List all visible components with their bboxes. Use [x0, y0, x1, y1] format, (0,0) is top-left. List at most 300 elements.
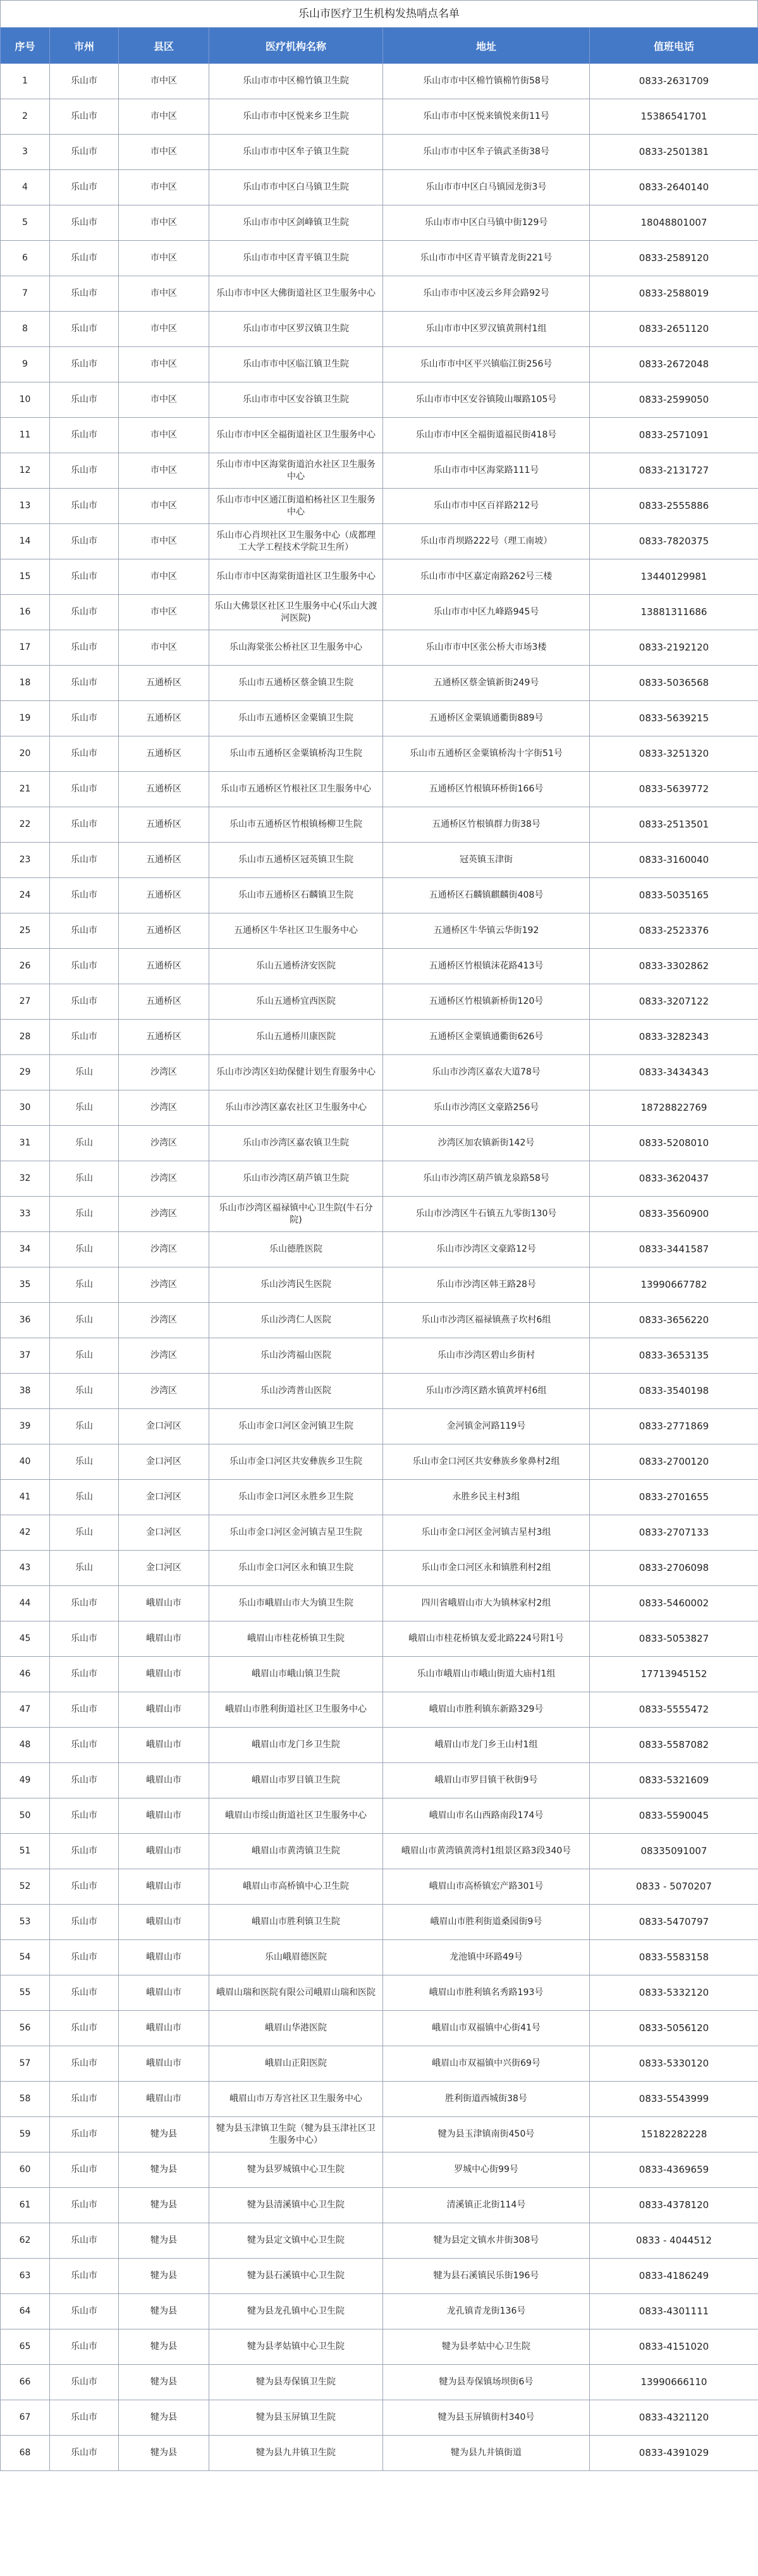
row-institution: 乐山市五通桥区竹根社区卫生服务中心	[209, 772, 383, 807]
row-phone: 0833-3441587	[590, 1232, 758, 1267]
row-phone: 0833-3207122	[590, 984, 758, 1020]
row-institution: 乐山市峨眉山市大为镇卫生院	[209, 1586, 383, 1621]
row-index: 25	[1, 913, 50, 949]
row-phone: 0833-5639215	[590, 701, 758, 736]
row-city: 乐山市	[50, 913, 119, 949]
row-city: 乐山市	[50, 843, 119, 878]
table-row	[1, 1621, 758, 1657]
table-row	[1, 2223, 758, 2259]
row-city: 乐山市	[50, 1621, 119, 1657]
row-city: 乐山市	[50, 2294, 119, 2329]
row-address: 乐山市沙湾区碧山乡街村	[383, 1338, 590, 1374]
row-city: 乐山	[50, 1409, 119, 1444]
row-index: 67	[1, 2400, 50, 2436]
row-district: 沙湾区	[119, 1338, 209, 1374]
row-index: 32	[1, 1161, 50, 1197]
row-institution: 乐山市沙湾区葫芦镇卫生院	[209, 1161, 383, 1197]
row-index: 31	[1, 1126, 50, 1161]
row-index: 45	[1, 1621, 50, 1657]
table-row	[1, 2011, 758, 2046]
row-institution: 犍为县清溪镇中心卫生院	[209, 2188, 383, 2223]
row-institution: 犍为县龙孔镇中心卫生院	[209, 2294, 383, 2329]
row-phone: 0833-2700120	[590, 1444, 758, 1480]
row-institution: 峨眉山市高桥镇中心卫生院	[209, 1869, 383, 1905]
row-city: 乐山市	[50, 382, 119, 418]
table-row	[1, 489, 758, 524]
row-institution: 五通桥区牛华社区卫生服务中心	[209, 913, 383, 949]
row-institution: 乐山市沙湾区嘉农社区卫生服务中心	[209, 1090, 383, 1126]
row-district: 沙湾区	[119, 1303, 209, 1338]
row-index: 49	[1, 1763, 50, 1798]
row-district: 峨眉山市	[119, 1621, 209, 1657]
row-address: 峨眉山市双福镇中兴街69号	[383, 2046, 590, 2082]
row-index: 65	[1, 2329, 50, 2365]
row-address: 乐山市市中区平兴镇临江街256号	[383, 347, 590, 382]
table-row	[1, 1515, 758, 1551]
row-city: 乐山	[50, 1126, 119, 1161]
row-phone: 0833 - 4044512	[590, 2223, 758, 2259]
row-address: 五通桥区竹根镇环桥街166号	[383, 772, 590, 807]
table-row	[1, 135, 758, 170]
table-body	[1, 64, 758, 2471]
row-phone: 08335091007	[590, 1834, 758, 1869]
row-index: 10	[1, 382, 50, 418]
header-phone: 值班电话	[590, 28, 758, 64]
table-row	[1, 1444, 758, 1480]
row-city: 乐山市	[50, 64, 119, 99]
row-index: 46	[1, 1657, 50, 1692]
row-address: 乐山市市中区罗汉镇黄荆村1组	[383, 312, 590, 347]
table-row	[1, 559, 758, 595]
row-institution: 峨眉山正阳医院	[209, 2046, 383, 2082]
row-phone: 0833-3434343	[590, 1055, 758, 1090]
row-phone: 0833-5056120	[590, 2011, 758, 2046]
row-city: 乐山市	[50, 2046, 119, 2082]
row-address: 乐山市沙湾区福禄镇燕子坎村6组	[383, 1303, 590, 1338]
row-index: 62	[1, 2223, 50, 2259]
row-index: 18	[1, 666, 50, 701]
row-district: 犍为县	[119, 2294, 209, 2329]
table-row	[1, 1586, 758, 1621]
row-city: 乐山	[50, 1515, 119, 1551]
row-district: 市中区	[119, 99, 209, 135]
row-index: 57	[1, 2046, 50, 2082]
row-index: 39	[1, 1409, 50, 1444]
row-city: 乐山市	[50, 1586, 119, 1621]
row-district: 沙湾区	[119, 1161, 209, 1197]
table-row	[1, 1232, 758, 1267]
row-district: 市中区	[119, 489, 209, 524]
row-district: 市中区	[119, 170, 209, 205]
table-row	[1, 1657, 758, 1692]
row-address: 峨眉山市龙门乡王山村1组	[383, 1728, 590, 1763]
row-district: 峨眉山市	[119, 1975, 209, 2011]
row-district: 犍为县	[119, 2223, 209, 2259]
row-institution: 乐山市市中区青平镇卫生院	[209, 241, 383, 276]
row-index: 4	[1, 170, 50, 205]
row-district: 沙湾区	[119, 1055, 209, 1090]
page-title: 乐山市医疗卫生机构发热哨点名单	[0, 0, 758, 27]
table-row	[1, 807, 758, 843]
row-address: 乐山市市中区张公桥大市场3楼	[383, 630, 590, 666]
row-district: 犍为县	[119, 2400, 209, 2436]
row-phone: 15182282228	[590, 2117, 758, 2152]
row-address: 乐山市沙湾区嘉农大道78号	[383, 1055, 590, 1090]
row-address: 乐山市市中区悦来镇悦来街11号	[383, 99, 590, 135]
table-row	[1, 382, 758, 418]
row-district: 犍为县	[119, 2365, 209, 2400]
table-row	[1, 1975, 758, 2011]
row-address: 乐山市市中区凌云乡拜会路92号	[383, 276, 590, 312]
row-index: 13	[1, 489, 50, 524]
table-row	[1, 1197, 758, 1232]
row-city: 乐山市	[50, 2223, 119, 2259]
row-institution: 乐山市五通桥区金粟镇桥沟卫生院	[209, 736, 383, 772]
row-institution: 乐山市市中区通江街道柏杨社区卫生服务中心	[209, 489, 383, 524]
row-city: 乐山市	[50, 2152, 119, 2188]
row-address: 峨眉山市胜利街道桑园街9号	[383, 1905, 590, 1940]
row-district: 五通桥区	[119, 666, 209, 701]
row-city: 乐山市	[50, 666, 119, 701]
row-index: 9	[1, 347, 50, 382]
row-institution: 峨眉山市胜利街道社区卫生服务中心	[209, 1692, 383, 1728]
row-institution: 乐山市市中区棉竹镇卫生院	[209, 64, 383, 99]
row-address: 犍为县九井镇街道	[383, 2436, 590, 2471]
row-institution: 峨眉山市罗目镇卫生院	[209, 1763, 383, 1798]
row-city: 乐山市	[50, 2188, 119, 2223]
table-row	[1, 2152, 758, 2188]
table-row	[1, 701, 758, 736]
row-phone: 0833-2555886	[590, 489, 758, 524]
row-district: 五通桥区	[119, 736, 209, 772]
row-index: 20	[1, 736, 50, 772]
row-city: 乐山市	[50, 170, 119, 205]
table-row	[1, 1020, 758, 1055]
row-phone: 0833-5330120	[590, 2046, 758, 2082]
row-city: 乐山	[50, 1444, 119, 1480]
row-city: 乐山市	[50, 701, 119, 736]
row-index: 55	[1, 1975, 50, 2011]
row-institution: 乐山市市中区大佛街道社区卫生服务中心	[209, 276, 383, 312]
row-phone: 0833-5035165	[590, 878, 758, 913]
row-institution: 乐山五通桥济安医院	[209, 949, 383, 984]
table-row	[1, 595, 758, 630]
table-row	[1, 170, 758, 205]
row-phone: 0833-5590045	[590, 1798, 758, 1834]
row-institution: 乐山市沙湾区嘉农镇卫生院	[209, 1126, 383, 1161]
row-city: 乐山市	[50, 984, 119, 1020]
row-phone: 0833-2771869	[590, 1409, 758, 1444]
row-phone: 0833-5470797	[590, 1905, 758, 1940]
row-district: 峨眉山市	[119, 1657, 209, 1692]
row-district: 沙湾区	[119, 1232, 209, 1267]
row-district: 峨眉山市	[119, 1834, 209, 1869]
table-row	[1, 312, 758, 347]
row-index: 1	[1, 64, 50, 99]
row-index: 27	[1, 984, 50, 1020]
row-phone: 13881311686	[590, 595, 758, 630]
row-city: 乐山市	[50, 1657, 119, 1692]
row-address: 五通桥区石麟镇麒麟街408号	[383, 878, 590, 913]
row-address: 五通桥区竹根镇沫花路413号	[383, 949, 590, 984]
row-address: 犍为县石溪镇民乐街196号	[383, 2259, 590, 2294]
row-index: 42	[1, 1515, 50, 1551]
row-address: 乐山市金口河区永和镇胜利村2组	[383, 1551, 590, 1586]
row-city: 乐山	[50, 1338, 119, 1374]
row-district: 峨眉山市	[119, 1869, 209, 1905]
row-address: 乐山市肖坝路222号（理工南坡）	[383, 524, 590, 559]
row-index: 16	[1, 595, 50, 630]
row-district: 市中区	[119, 595, 209, 630]
row-city: 乐山市	[50, 489, 119, 524]
row-address: 五通桥区竹根镇新桥街120号	[383, 984, 590, 1020]
row-phone: 0833-5583158	[590, 1940, 758, 1975]
row-city: 乐山市	[50, 1763, 119, 1798]
row-phone: 0833-5332120	[590, 1975, 758, 2011]
row-phone: 0833-2672048	[590, 347, 758, 382]
table-row	[1, 984, 758, 1020]
row-institution: 乐山市五通桥区竹根镇杨柳卫生院	[209, 807, 383, 843]
row-institution: 乐山市五通桥区石麟镇卫生院	[209, 878, 383, 913]
row-district: 沙湾区	[119, 1197, 209, 1232]
row-district: 五通桥区	[119, 807, 209, 843]
row-city: 乐山市	[50, 878, 119, 913]
row-index: 58	[1, 2082, 50, 2117]
row-index: 21	[1, 772, 50, 807]
row-city: 乐山市	[50, 2329, 119, 2365]
row-district: 市中区	[119, 276, 209, 312]
table-row	[1, 1480, 758, 1515]
row-phone: 0833-2631709	[590, 64, 758, 99]
header-district: 县区	[119, 28, 209, 64]
table-row	[1, 2365, 758, 2400]
row-phone: 0833-4186249	[590, 2259, 758, 2294]
row-district: 犍为县	[119, 2259, 209, 2294]
row-address: 乐山市市中区白马镇园龙街3号	[383, 170, 590, 205]
row-index: 11	[1, 418, 50, 453]
table-row	[1, 99, 758, 135]
row-phone: 0833 - 5070207	[590, 1869, 758, 1905]
row-address: 乐山市市中区全福街道福民街418号	[383, 418, 590, 453]
table-row	[1, 913, 758, 949]
row-district: 市中区	[119, 418, 209, 453]
table-row	[1, 2046, 758, 2082]
row-address: 龙池镇中环路49号	[383, 1940, 590, 1975]
row-index: 34	[1, 1232, 50, 1267]
table-row	[1, 736, 758, 772]
row-district: 峨眉山市	[119, 1798, 209, 1834]
row-district: 犍为县	[119, 2436, 209, 2471]
row-address: 犍为县玉屏镇街村340号	[383, 2400, 590, 2436]
row-city: 乐山市	[50, 241, 119, 276]
row-index: 61	[1, 2188, 50, 2223]
row-city: 乐山市	[50, 312, 119, 347]
row-city: 乐山市	[50, 524, 119, 559]
row-city: 乐山市	[50, 1020, 119, 1055]
row-city: 乐山市	[50, 772, 119, 807]
row-city: 乐山市	[50, 807, 119, 843]
row-phone: 0833-3302862	[590, 949, 758, 984]
row-district: 市中区	[119, 453, 209, 489]
row-index: 19	[1, 701, 50, 736]
row-institution: 峨眉山华港医院	[209, 2011, 383, 2046]
row-phone: 13990667782	[590, 1267, 758, 1303]
row-index: 2	[1, 99, 50, 135]
table-row	[1, 241, 758, 276]
row-phone: 0833-2707133	[590, 1515, 758, 1551]
row-institution: 犍为县罗城镇中心卫生院	[209, 2152, 383, 2188]
row-address: 乐山市五通桥区金粟镇桥沟十字街51号	[383, 736, 590, 772]
header-city: 市州	[50, 28, 119, 64]
row-institution: 犍为县玉津镇卫生院（犍为县玉津社区卫生服务中心）	[209, 2117, 383, 2152]
row-address: 乐山市沙湾区踏水镇黄坪村6组	[383, 1374, 590, 1409]
row-institution: 峨眉山市黄湾镇卫生院	[209, 1834, 383, 1869]
row-institution: 乐山市市中区牟子镇卫生院	[209, 135, 383, 170]
row-city: 乐山	[50, 1090, 119, 1126]
header-institution: 医疗机构名称	[209, 28, 383, 64]
row-index: 29	[1, 1055, 50, 1090]
row-city: 乐山	[50, 1551, 119, 1586]
row-index: 54	[1, 1940, 50, 1975]
row-address: 乐山市市中区青平镇青龙街221号	[383, 241, 590, 276]
row-city: 乐山市	[50, 559, 119, 595]
row-index: 37	[1, 1338, 50, 1374]
row-city: 乐山市	[50, 1692, 119, 1728]
row-institution: 乐山沙湾普山医院	[209, 1374, 383, 1409]
row-institution: 乐山市市中区罗汉镇卫生院	[209, 312, 383, 347]
row-district: 峨眉山市	[119, 1763, 209, 1798]
row-address: 乐山市金口河区共安彝族乡象鼻村2组	[383, 1444, 590, 1480]
row-address: 犍为县玉津镇南街450号	[383, 2117, 590, 2152]
row-index: 14	[1, 524, 50, 559]
row-institution: 犍为县定文镇中心卫生院	[209, 2223, 383, 2259]
row-phone: 0833-3251320	[590, 736, 758, 772]
row-index: 36	[1, 1303, 50, 1338]
table-row	[1, 347, 758, 382]
row-address: 峨眉山市高桥镇宏产路301号	[383, 1869, 590, 1905]
row-index: 35	[1, 1267, 50, 1303]
row-city: 乐山市	[50, 2011, 119, 2046]
row-institution: 乐山五通桥宜西医院	[209, 984, 383, 1020]
row-institution: 峨眉山市桂花桥镇卫生院	[209, 1621, 383, 1657]
row-index: 43	[1, 1551, 50, 1586]
table-row	[1, 1126, 758, 1161]
table-row	[1, 1834, 758, 1869]
row-address: 乐山市市中区牟子镇武圣街38号	[383, 135, 590, 170]
row-district: 五通桥区	[119, 913, 209, 949]
header-address: 地址	[383, 28, 590, 64]
row-phone: 0833-5036568	[590, 666, 758, 701]
row-institution: 峨眉山市绥山街道社区卫生服务中心	[209, 1798, 383, 1834]
row-city: 乐山市	[50, 1905, 119, 1940]
header-index: 序号	[1, 28, 50, 64]
row-institution: 乐山市沙湾区福禄镇中心卫生院(牛石分院)	[209, 1197, 383, 1232]
row-index: 26	[1, 949, 50, 984]
row-index: 28	[1, 1020, 50, 1055]
row-phone: 0833-5460002	[590, 1586, 758, 1621]
row-city: 乐山市	[50, 1975, 119, 2011]
row-city: 乐山	[50, 1374, 119, 1409]
row-phone: 0833-2588019	[590, 276, 758, 312]
row-index: 33	[1, 1197, 50, 1232]
row-city: 乐山市	[50, 949, 119, 984]
row-district: 市中区	[119, 64, 209, 99]
table-row	[1, 2082, 758, 2117]
row-index: 6	[1, 241, 50, 276]
table-row	[1, 2329, 758, 2365]
row-address: 乐山市市中区安谷镇陵山堰路105号	[383, 382, 590, 418]
row-address: 峨眉山市名山西路南段174号	[383, 1798, 590, 1834]
row-institution: 乐山市市中区悦来乡卫生院	[209, 99, 383, 135]
row-index: 17	[1, 630, 50, 666]
row-index: 47	[1, 1692, 50, 1728]
row-phone: 15386541701	[590, 99, 758, 135]
row-phone: 18048801007	[590, 205, 758, 241]
row-institution: 乐山市市中区海棠街道社区卫生服务中心	[209, 559, 383, 595]
row-address: 犍为县寿保镇场坝街6号	[383, 2365, 590, 2400]
row-index: 8	[1, 312, 50, 347]
row-index: 56	[1, 2011, 50, 2046]
row-institution: 乐山五通桥川康医院	[209, 1020, 383, 1055]
row-institution: 乐山市市中区安谷镇卫生院	[209, 382, 383, 418]
row-district: 峨眉山市	[119, 1905, 209, 1940]
row-address: 乐山市金口河区金河镇吉星村3组	[383, 1515, 590, 1551]
row-district: 市中区	[119, 135, 209, 170]
row-institution: 乐山市五通桥区金粟镇卫生院	[209, 701, 383, 736]
row-institution: 乐山市市中区全福街道社区卫生服务中心	[209, 418, 383, 453]
row-address: 五通桥区竹根镇群力街38号	[383, 807, 590, 843]
row-city: 乐山市	[50, 1940, 119, 1975]
row-institution: 乐山峨眉德医院	[209, 1940, 383, 1975]
row-phone: 0833-4151020	[590, 2329, 758, 2365]
row-address: 乐山市市中区百祥路212号	[383, 489, 590, 524]
row-phone: 0833-2523376	[590, 913, 758, 949]
row-institution: 犍为县寿保镇卫生院	[209, 2365, 383, 2400]
row-phone: 0833-5543999	[590, 2082, 758, 2117]
row-phone: 0833-5639772	[590, 772, 758, 807]
row-district: 五通桥区	[119, 984, 209, 1020]
row-institution: 乐山市市中区临江镇卫生院	[209, 347, 383, 382]
row-district: 峨眉山市	[119, 2046, 209, 2082]
row-district: 五通桥区	[119, 878, 209, 913]
row-index: 53	[1, 1905, 50, 1940]
row-address: 犍为县定文镇水井街308号	[383, 2223, 590, 2259]
row-city: 乐山市	[50, 736, 119, 772]
row-phone: 0833-4301111	[590, 2294, 758, 2329]
table-row	[1, 2188, 758, 2223]
row-phone: 0833-2651120	[590, 312, 758, 347]
row-address: 四川省峨眉山市大为镇林家村2组	[383, 1586, 590, 1621]
row-district: 金口河区	[119, 1515, 209, 1551]
row-address: 五通桥区金粟镇通衢街889号	[383, 701, 590, 736]
row-district: 五通桥区	[119, 1020, 209, 1055]
row-index: 24	[1, 878, 50, 913]
row-district: 金口河区	[119, 1551, 209, 1586]
row-institution: 乐山市市中区海棠街道泊水社区卫生服务中心	[209, 453, 383, 489]
row-address: 峨眉山市桂花桥镇友爱北路224号附1号	[383, 1621, 590, 1657]
table-row	[1, 524, 758, 559]
row-district: 市中区	[119, 630, 209, 666]
row-district: 五通桥区	[119, 772, 209, 807]
table-row	[1, 666, 758, 701]
row-phone: 0833-5321609	[590, 1763, 758, 1798]
table-row	[1, 2400, 758, 2436]
row-phone: 18728822769	[590, 1090, 758, 1126]
row-phone: 0833-2501381	[590, 135, 758, 170]
row-district: 犍为县	[119, 2188, 209, 2223]
row-institution: 乐山沙湾福山医院	[209, 1338, 383, 1374]
row-address: 峨眉山市双福镇中心街41号	[383, 2011, 590, 2046]
